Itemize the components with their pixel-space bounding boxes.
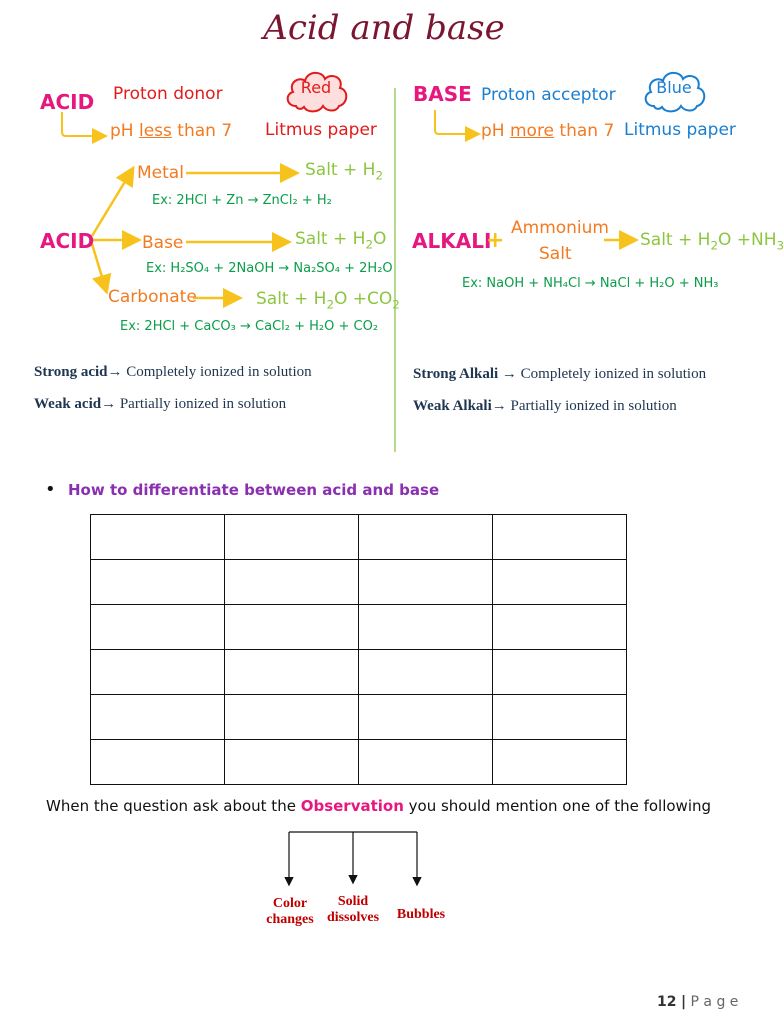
alkali-product-text: Salt + H <box>640 230 711 250</box>
page-number: 12 <box>657 994 677 1010</box>
acid-ph-prefix: pH <box>110 121 139 141</box>
comparison-table-body <box>91 515 627 785</box>
acid-heading: ACID <box>40 90 95 114</box>
acid-reactions-label: ACID <box>40 229 95 253</box>
weak-alkali-arrow-icon: → <box>491 398 507 414</box>
observation-option-bubbles-line1: Bubbles <box>396 907 446 922</box>
table-cell <box>359 560 493 605</box>
alkali-product-mid: O +NH <box>718 230 777 250</box>
acid-proton-donor: Proton donor <box>113 84 223 104</box>
alkali-reagent-line1: Ammonium <box>511 218 609 238</box>
weak-alkali-label: Weak Alkali <box>413 398 492 414</box>
observation-suffix: you should mention one of the following <box>403 797 712 815</box>
table-cell <box>359 740 493 785</box>
page-separator: | <box>680 994 687 1010</box>
table-cell <box>493 515 627 560</box>
observation-option-color <box>260 896 320 928</box>
strong-alkali-text: Completely ionized in solution <box>516 366 707 382</box>
table-cell <box>493 560 627 605</box>
base-ph-suffix: than 7 <box>554 121 615 141</box>
table-cell <box>225 650 359 695</box>
observation-keyword: Observation <box>300 797 404 815</box>
carbonate-product-text: Salt + H <box>256 289 327 309</box>
base-reaction-label: Base <box>142 233 184 253</box>
differentiate-heading: How to differentiate between acid and base <box>68 481 440 499</box>
differentiate-bullet-icon: • <box>45 479 56 500</box>
strong-alkali-arrow-icon: → <box>501 366 517 382</box>
page-label: P a g e <box>690 994 739 1010</box>
metal-example: Ex: 2HCl + Zn → ZnCl₂ + H₂ <box>152 193 332 208</box>
table-cell <box>91 650 225 695</box>
comparison-table <box>90 514 627 785</box>
table-cell <box>91 695 225 740</box>
table-cell <box>225 515 359 560</box>
table-cell <box>493 650 627 695</box>
metal-product <box>305 160 383 182</box>
weak-acid-arrow-icon: → <box>101 396 117 412</box>
red-cloud-label: Red <box>300 78 332 97</box>
base-proton-acceptor: Proton acceptor <box>481 85 616 105</box>
weak-acid-text: Partially ionized in solution <box>116 396 287 412</box>
strong-alkali-note <box>413 366 706 383</box>
base-product <box>295 229 386 251</box>
table-row <box>91 605 627 650</box>
acid-metal-branch <box>92 170 132 236</box>
strong-acid-label: Strong acid <box>34 364 108 380</box>
alkali-plus: + <box>486 228 505 253</box>
table-cell <box>359 605 493 650</box>
strong-acid-text: Completely ionized in solution <box>122 364 312 380</box>
weak-alkali-note <box>413 398 677 415</box>
metal-label: Metal <box>137 163 184 183</box>
base-product-text: Salt + H <box>295 229 366 249</box>
base-heading: BASE <box>413 82 472 106</box>
carbonate-product <box>256 289 400 311</box>
base-example: Ex: H₂SO₄ + 2NaOH → Na₂SO₄ + 2H₂O <box>146 261 393 276</box>
table-cell <box>91 560 225 605</box>
acid-ph-keyword: less <box>138 121 172 141</box>
acid-ph-suffix: than 7 <box>171 121 233 141</box>
strong-acid-note <box>34 364 312 381</box>
table-cell <box>359 650 493 695</box>
table-cell <box>493 605 627 650</box>
observation-prefix: When the question ask about the <box>46 797 301 815</box>
metal-product-text: Salt + H <box>305 160 376 180</box>
base-ph-arrow <box>435 110 477 134</box>
page-footer <box>657 994 738 1010</box>
table-cell <box>91 740 225 785</box>
base-ph-statement <box>481 121 614 141</box>
table-row <box>91 515 627 560</box>
observation-option-solid-line1: Solid <box>337 894 369 909</box>
alkali-label: ALKALI <box>412 229 492 253</box>
metal-product-sub: 2 <box>375 168 384 183</box>
base-ph-prefix: pH <box>481 121 510 141</box>
table-row <box>91 560 627 605</box>
alkali-reagent-line2: Salt <box>539 244 572 264</box>
alkali-product <box>640 230 784 252</box>
acid-ph-arrow <box>62 112 104 136</box>
table-row <box>91 740 627 785</box>
acid-ph-statement <box>110 121 232 141</box>
table-cell <box>225 695 359 740</box>
table-cell <box>91 515 225 560</box>
carbonate-example: Ex: 2HCl + CaCO₃ → CaCl₂ + H₂O + CO₂ <box>120 319 379 334</box>
carbonate-label: Carbonate <box>108 287 197 307</box>
table-cell <box>225 605 359 650</box>
acid-litmus-label: Litmus paper <box>265 120 377 140</box>
red-cloud <box>282 66 350 114</box>
strong-acid-arrow-icon: → <box>107 364 123 380</box>
alkali-product-sub2: 3 <box>776 238 784 253</box>
weak-alkali-text: Partially ionized in solution <box>506 398 677 414</box>
base-ph-keyword: more <box>509 121 555 141</box>
alkali-product-sub: 2 <box>710 238 719 253</box>
table-cell <box>493 740 627 785</box>
alkali-example: Ex: NaOH + NH₄Cl → NaCl + H₂O + NH₃ <box>462 276 719 291</box>
observation-option-color-line1: Color <box>272 896 308 911</box>
table-cell <box>91 605 225 650</box>
weak-acid-label: Weak acid <box>34 396 102 412</box>
observation-option-solid-line2: dissolves <box>326 910 380 925</box>
table-cell <box>359 515 493 560</box>
weak-acid-note <box>34 396 286 413</box>
blue-cloud <box>640 66 708 114</box>
table-cell <box>225 560 359 605</box>
carbonate-product-mid: O +CO <box>334 289 393 309</box>
table-cell <box>359 695 493 740</box>
observation-option-bubbles <box>392 907 450 923</box>
center-divider <box>394 88 396 452</box>
observation-sentence <box>46 797 711 815</box>
table-row <box>91 650 627 695</box>
observation-option-color-line2: changes <box>266 912 314 927</box>
base-product-sub: 2 <box>365 237 374 252</box>
table-cell <box>225 740 359 785</box>
table-cell <box>493 695 627 740</box>
base-litmus-label: Litmus paper <box>624 120 736 140</box>
carbonate-product-sub: 2 <box>326 297 335 312</box>
carbonate-product-sub2: 2 <box>392 297 400 312</box>
strong-alkali-label: Strong Alkali <box>413 366 502 382</box>
table-row <box>91 695 627 740</box>
base-product-tail: O <box>373 229 387 249</box>
observation-option-solid <box>322 894 384 926</box>
blue-cloud-label: Blue <box>656 78 692 97</box>
page-title: Acid and base <box>263 8 505 48</box>
